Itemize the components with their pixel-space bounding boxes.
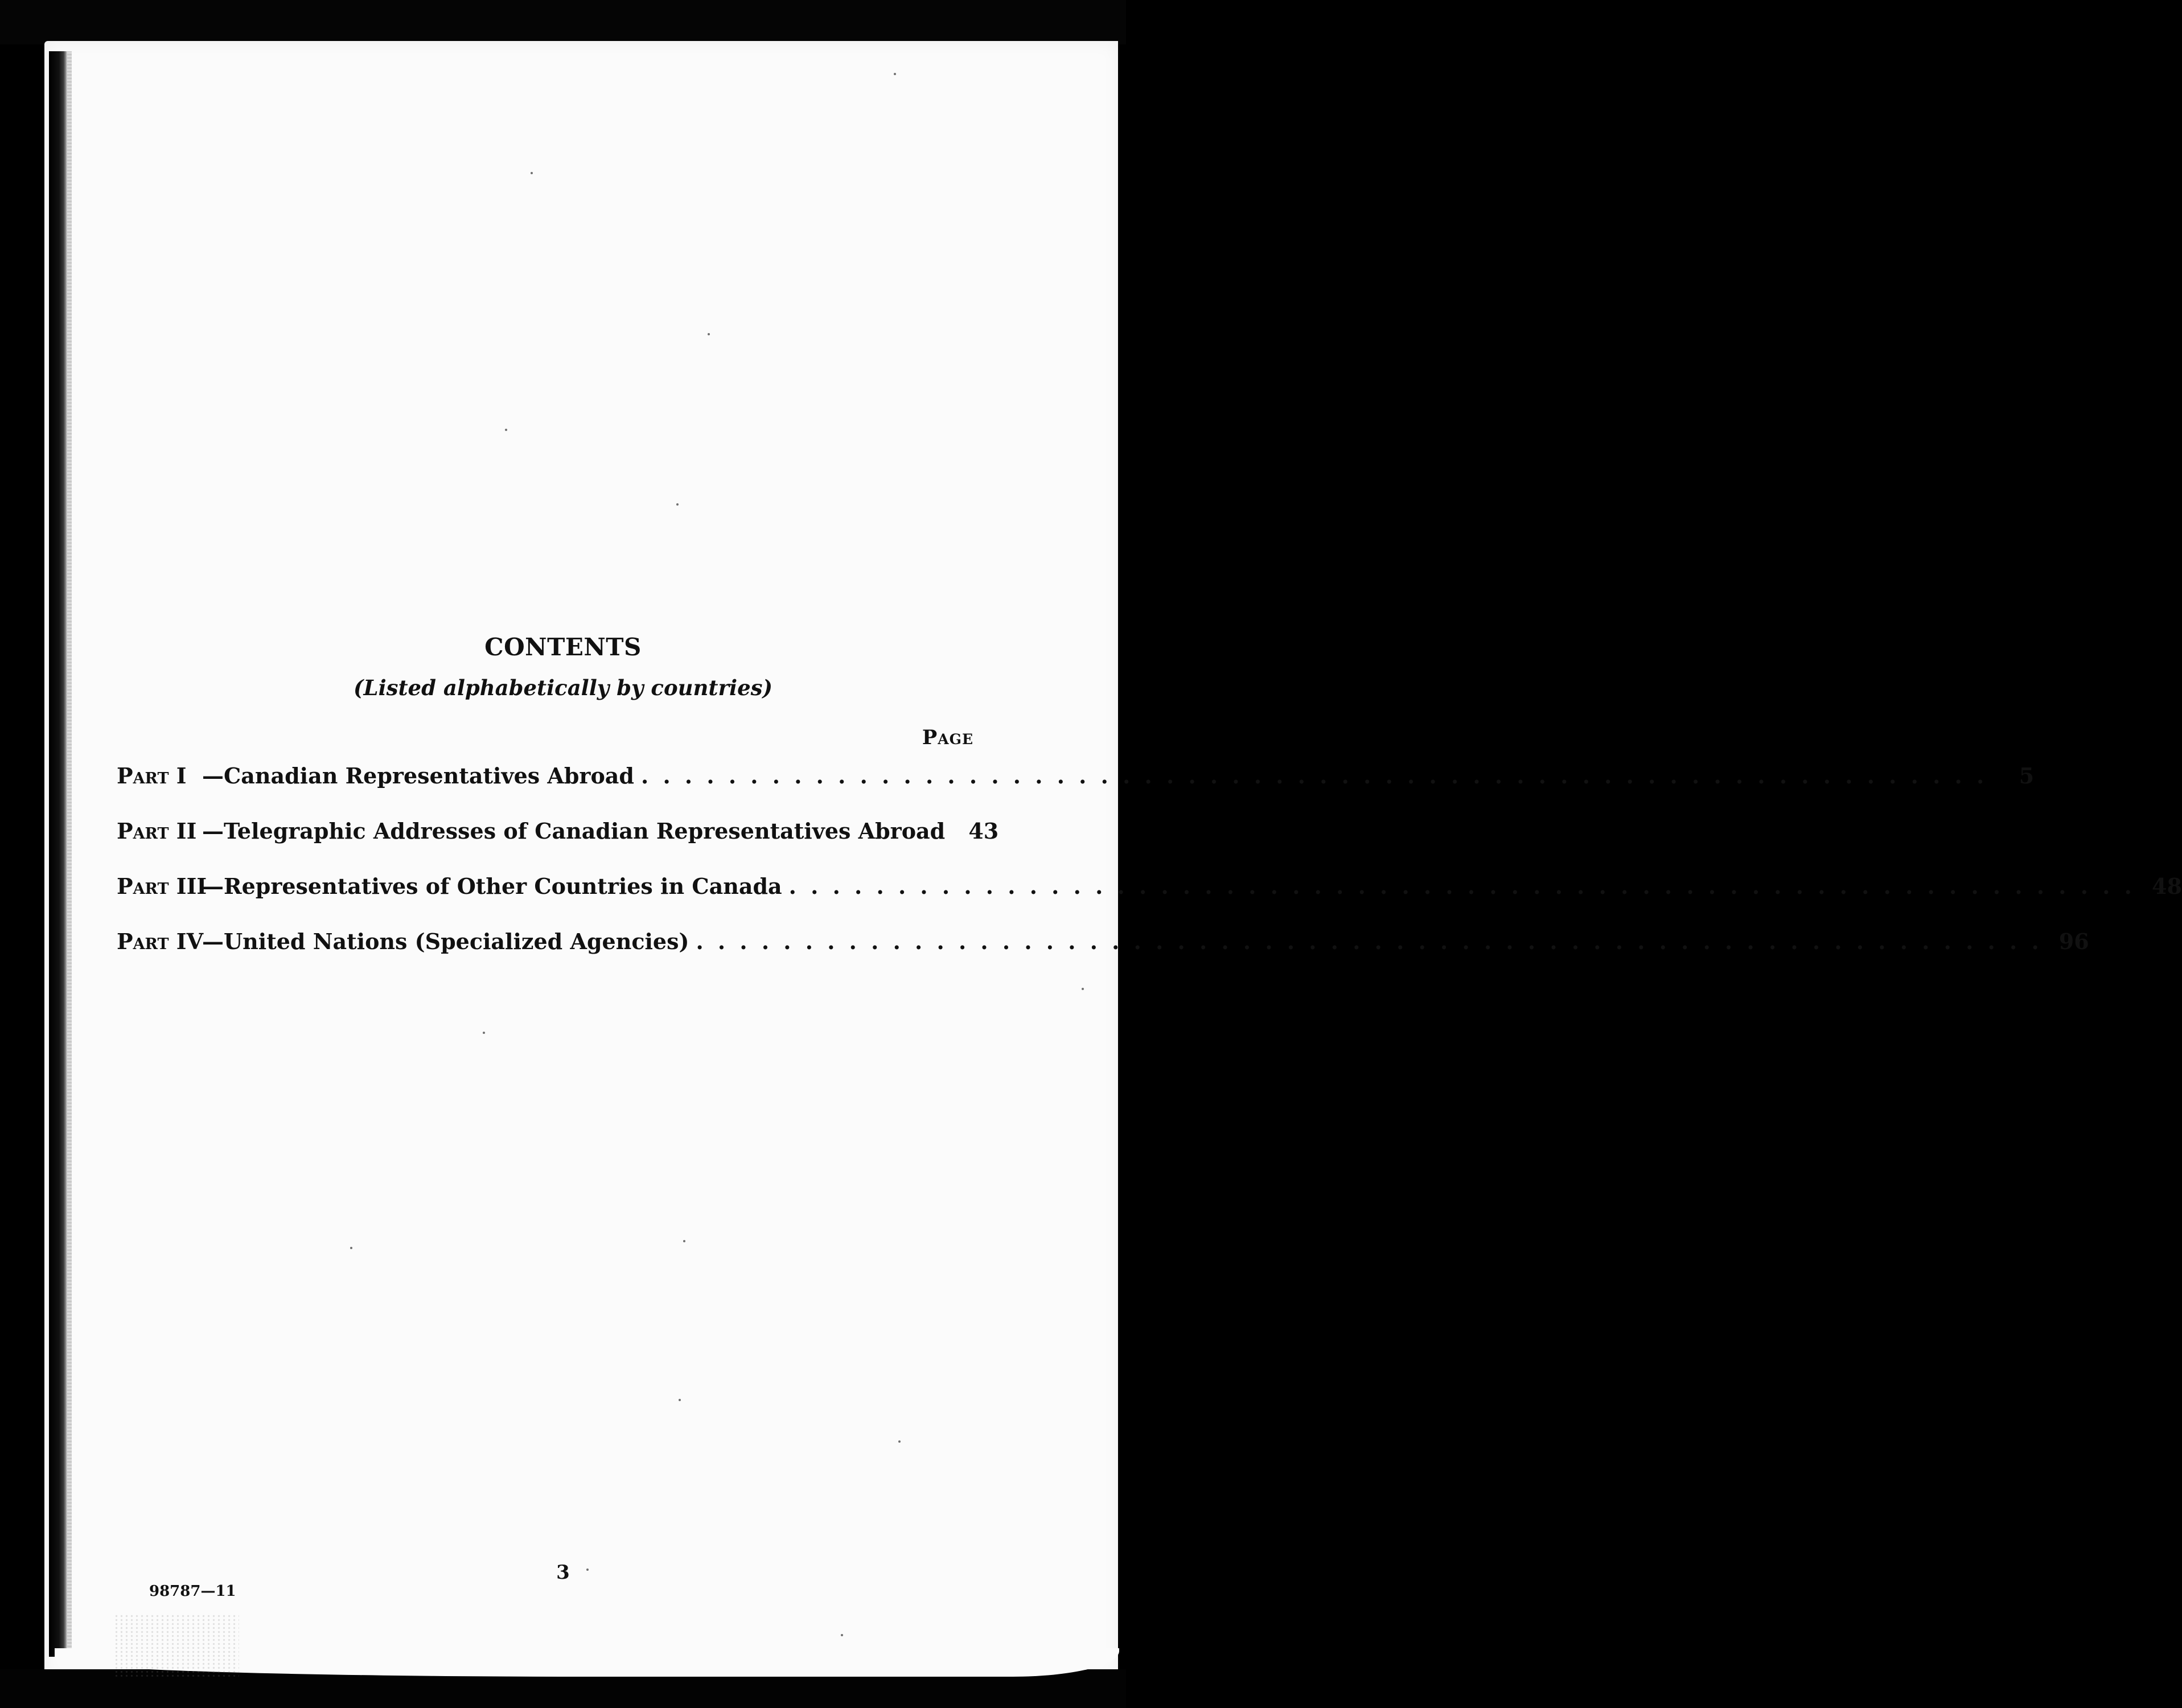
scan-speck (683, 1240, 685, 1242)
scan-speck (894, 73, 896, 75)
scan-speck (898, 1440, 901, 1443)
contents-title: CONTENTS (484, 633, 642, 661)
scan-speck (350, 1247, 352, 1249)
page-number: 3 (556, 1561, 570, 1584)
toc-entry-part-iv (117, 929, 2089, 984)
scan-speck (841, 1634, 843, 1636)
scan-speck (531, 172, 533, 174)
toc-page-number: 43 (968, 818, 999, 844)
toc-page-number: 5 (2019, 763, 2035, 789)
toc-dot-leader: . . . . . . . . . . . . . . . . . . . . . . . . . . . . . . . . . . . . . . . . . . . . . . . . . . . . . . . . . . . . . . (640, 763, 1988, 789)
toc-dot-leader: . . . . . . . . . . . . . . . . . . . . . . . . . . . . . . . . . . . . . . . . . . . . . . . . . . . . . . . . . . . . . . (788, 873, 2135, 899)
toc-entry-title: —Canadian Representatives Abroad (202, 763, 634, 789)
toc-dot-leader: . . . . . . . . . . . . . . . . . . . . . . . . . . . . . . . . . . . . . . . . . . . . . . . . . . . . . . . . . . . . . . (696, 929, 2043, 954)
toc-part-label: Part III (117, 873, 207, 899)
scan-speck (483, 1032, 485, 1034)
binding-edge (49, 51, 67, 1657)
table-of-contents (117, 763, 2182, 984)
page-column-header: Page (922, 726, 973, 749)
toc-entry-part-iii (117, 873, 2182, 929)
toc-entry-title: —United Nations (Specialized Agencies) (202, 929, 689, 954)
scan-speck (708, 333, 710, 335)
scan-speck (505, 429, 507, 431)
toc-part-label: Part I (117, 763, 187, 789)
contents-subtitle: (Listed alphabetically by countries) (354, 675, 772, 700)
binding-texture (67, 51, 72, 1657)
toc-part-label: Part II (117, 818, 197, 844)
toc-entry-part-ii (117, 818, 999, 873)
scan-speck (679, 1399, 681, 1401)
toc-entry-title: —Representatives of Other Countries in Canada (202, 873, 782, 899)
toc-page-number: 48 (2152, 873, 2182, 899)
scan-noise (114, 1614, 239, 1677)
toc-part-label: Part IV (117, 929, 204, 954)
print-code: 98787—11 (149, 1583, 236, 1600)
scan-speck (676, 503, 679, 506)
toc-entry-title: —Telegraphic Addresses of Canadian Representatives Abroad (202, 818, 946, 844)
toc-page-number: 96 (2058, 929, 2089, 954)
toc-entry-part-i (117, 763, 2035, 818)
scan-border-top (0, 0, 1126, 44)
scan-speck (586, 1569, 589, 1571)
scan-speck (1082, 988, 1084, 990)
